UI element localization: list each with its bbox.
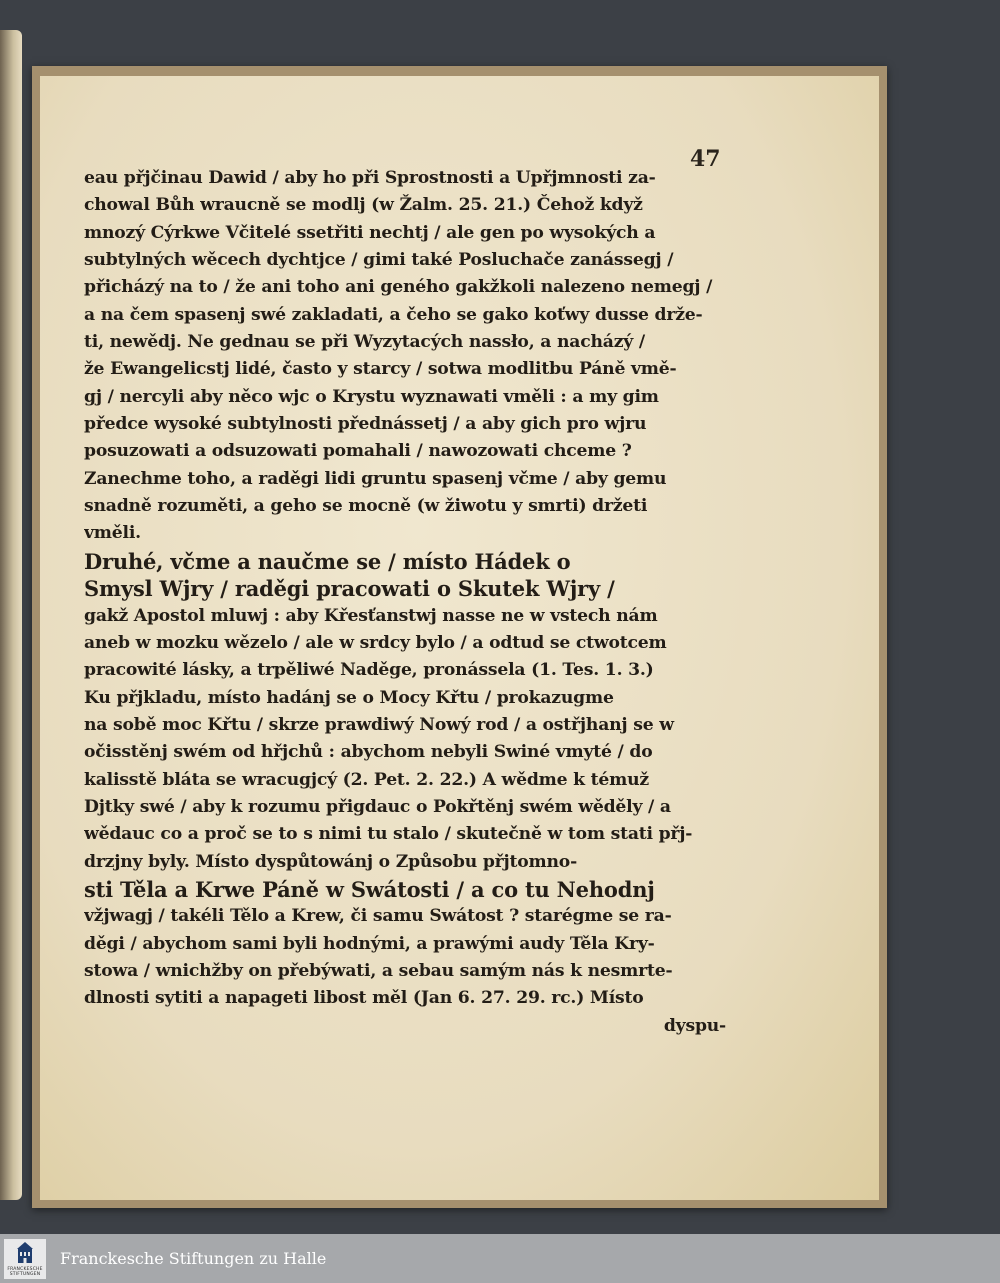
text-line: posuzowati a odsuzowati pomahali / nawozowati chceme ? xyxy=(84,441,632,462)
text-line-heading: sti Těla a Krwe Páně w Swátosti / a co tu Nehodnj xyxy=(84,876,655,902)
footer-title[interactable]: Franckesche Stiftungen zu Halle xyxy=(60,1249,327,1268)
text-line: očisstěnj swém od hřjchů : abychom nebyli Swiné vmyté / do xyxy=(84,742,653,763)
text-line: na sobě moc Křtu / skrze prawdiwý Nowý rod / a ostřjhanj se w xyxy=(84,714,674,735)
text-line: dlnosti sytiti a napageti libost měl (Jan 6. 27. 29. rc.) Místo xyxy=(84,988,644,1009)
text-line: gakž Apostol mluwj : aby Křesťanstwj nasse ne w vstech nám xyxy=(84,605,658,626)
text-line: wědauc co a proč se to s nimi tu stalo / skutečně w tom stati přj- xyxy=(84,824,693,845)
text-line: předce wysoké subtylnosti přednássetj / a aby gich pro wjru xyxy=(84,414,647,435)
institution-logo[interactable] xyxy=(4,1239,46,1279)
text-line: Zanechme toho, a raděgi lidi gruntu spasenj včme / aby gemu xyxy=(84,468,667,489)
text-line: děgi / abychom sami byli hodnými, a prawými audy Těla Kry- xyxy=(84,933,655,954)
text-line: Djtky swé / aby k rozumu přigdauc o Pokřtěnj swém wěděly / a xyxy=(84,796,671,817)
text-line: stowa / wnichžby on přebýwati, a sebau samým nás k nesmrte- xyxy=(84,960,673,981)
text-line: pracowité lásky, a trpěliwé Naděge, pronássela (1. Tes. 1. 3.) xyxy=(84,660,654,681)
text-line: mnozý Cýrkwe Včitelé ssetřiti nechtj / ale gen po wysokých a xyxy=(84,222,656,243)
catchword: dyspu- xyxy=(663,1015,726,1036)
page-text xyxy=(84,165,732,1040)
text-line: kalisstě bláta se wracugjcý (2. Pet. 2. 22.) A wědme k témuž xyxy=(84,769,649,790)
text-line: drzjny byly. Místo dyspůtowánj o Způsobu přjtomno- xyxy=(84,851,578,872)
footer-bar xyxy=(0,1234,1000,1283)
text-line: Ku přjkladu, místo hadánj se o Mocy Křtu / prokazugme xyxy=(84,687,614,708)
text-line-heading: Druhé, včme a naučme se / místo Hádek o xyxy=(84,548,571,574)
text-line: vměli. xyxy=(84,523,141,544)
text-line: a na čem spasenj swé zakladati, a čeho se gako koťwy dusse drže- xyxy=(84,304,703,325)
building-icon xyxy=(4,1239,46,1267)
previous-page-edge xyxy=(0,30,22,1200)
text-line: že Ewangelicstj lidé, často y starcy / sotwa modlitbu Páně vmě- xyxy=(84,359,677,380)
text-line: vžjwagj / takéli Tělo a Krew, či samu Swátost ? starégme se ra- xyxy=(84,906,672,927)
text-line: eau přjčinau Dawid / aby ho při Sprostnosti a Upřjmnosti za- xyxy=(84,168,656,188)
text-line: ti, newědj. Ne gednau se při Wyzytacých nassło, a nacházý / xyxy=(84,332,645,353)
logo-caption: FRANCKESCHE STIFTUNGEN xyxy=(7,1267,43,1277)
text-line: přicházý na to / že ani toho ani geného gakžkoli nalezeno nemegj / xyxy=(84,277,713,298)
text-line: gj / nercyli aby něco wjc o Krystu wyznawati vměli : a my gim xyxy=(84,386,659,407)
text-line-heading: Smysl Wjry / raděgi pracowati o Skutek Wjry / xyxy=(84,576,615,602)
text-line: chowal Bůh wraucně se modlj (w Žalm. 25. 21.) Čehož když xyxy=(84,195,643,216)
text-line: subtylných wěcech dychtjce / gimi také Posluchače zanássegj / xyxy=(84,250,674,271)
text-line: snadně rozuměti, a geho se mocně (w žiwotu y smrti) držeti xyxy=(84,496,648,517)
text-line: aneb w mozku wězelo / ale w srdcy bylo / a odtud se ctwotcem xyxy=(84,632,667,653)
page-number: 47 xyxy=(690,146,721,172)
